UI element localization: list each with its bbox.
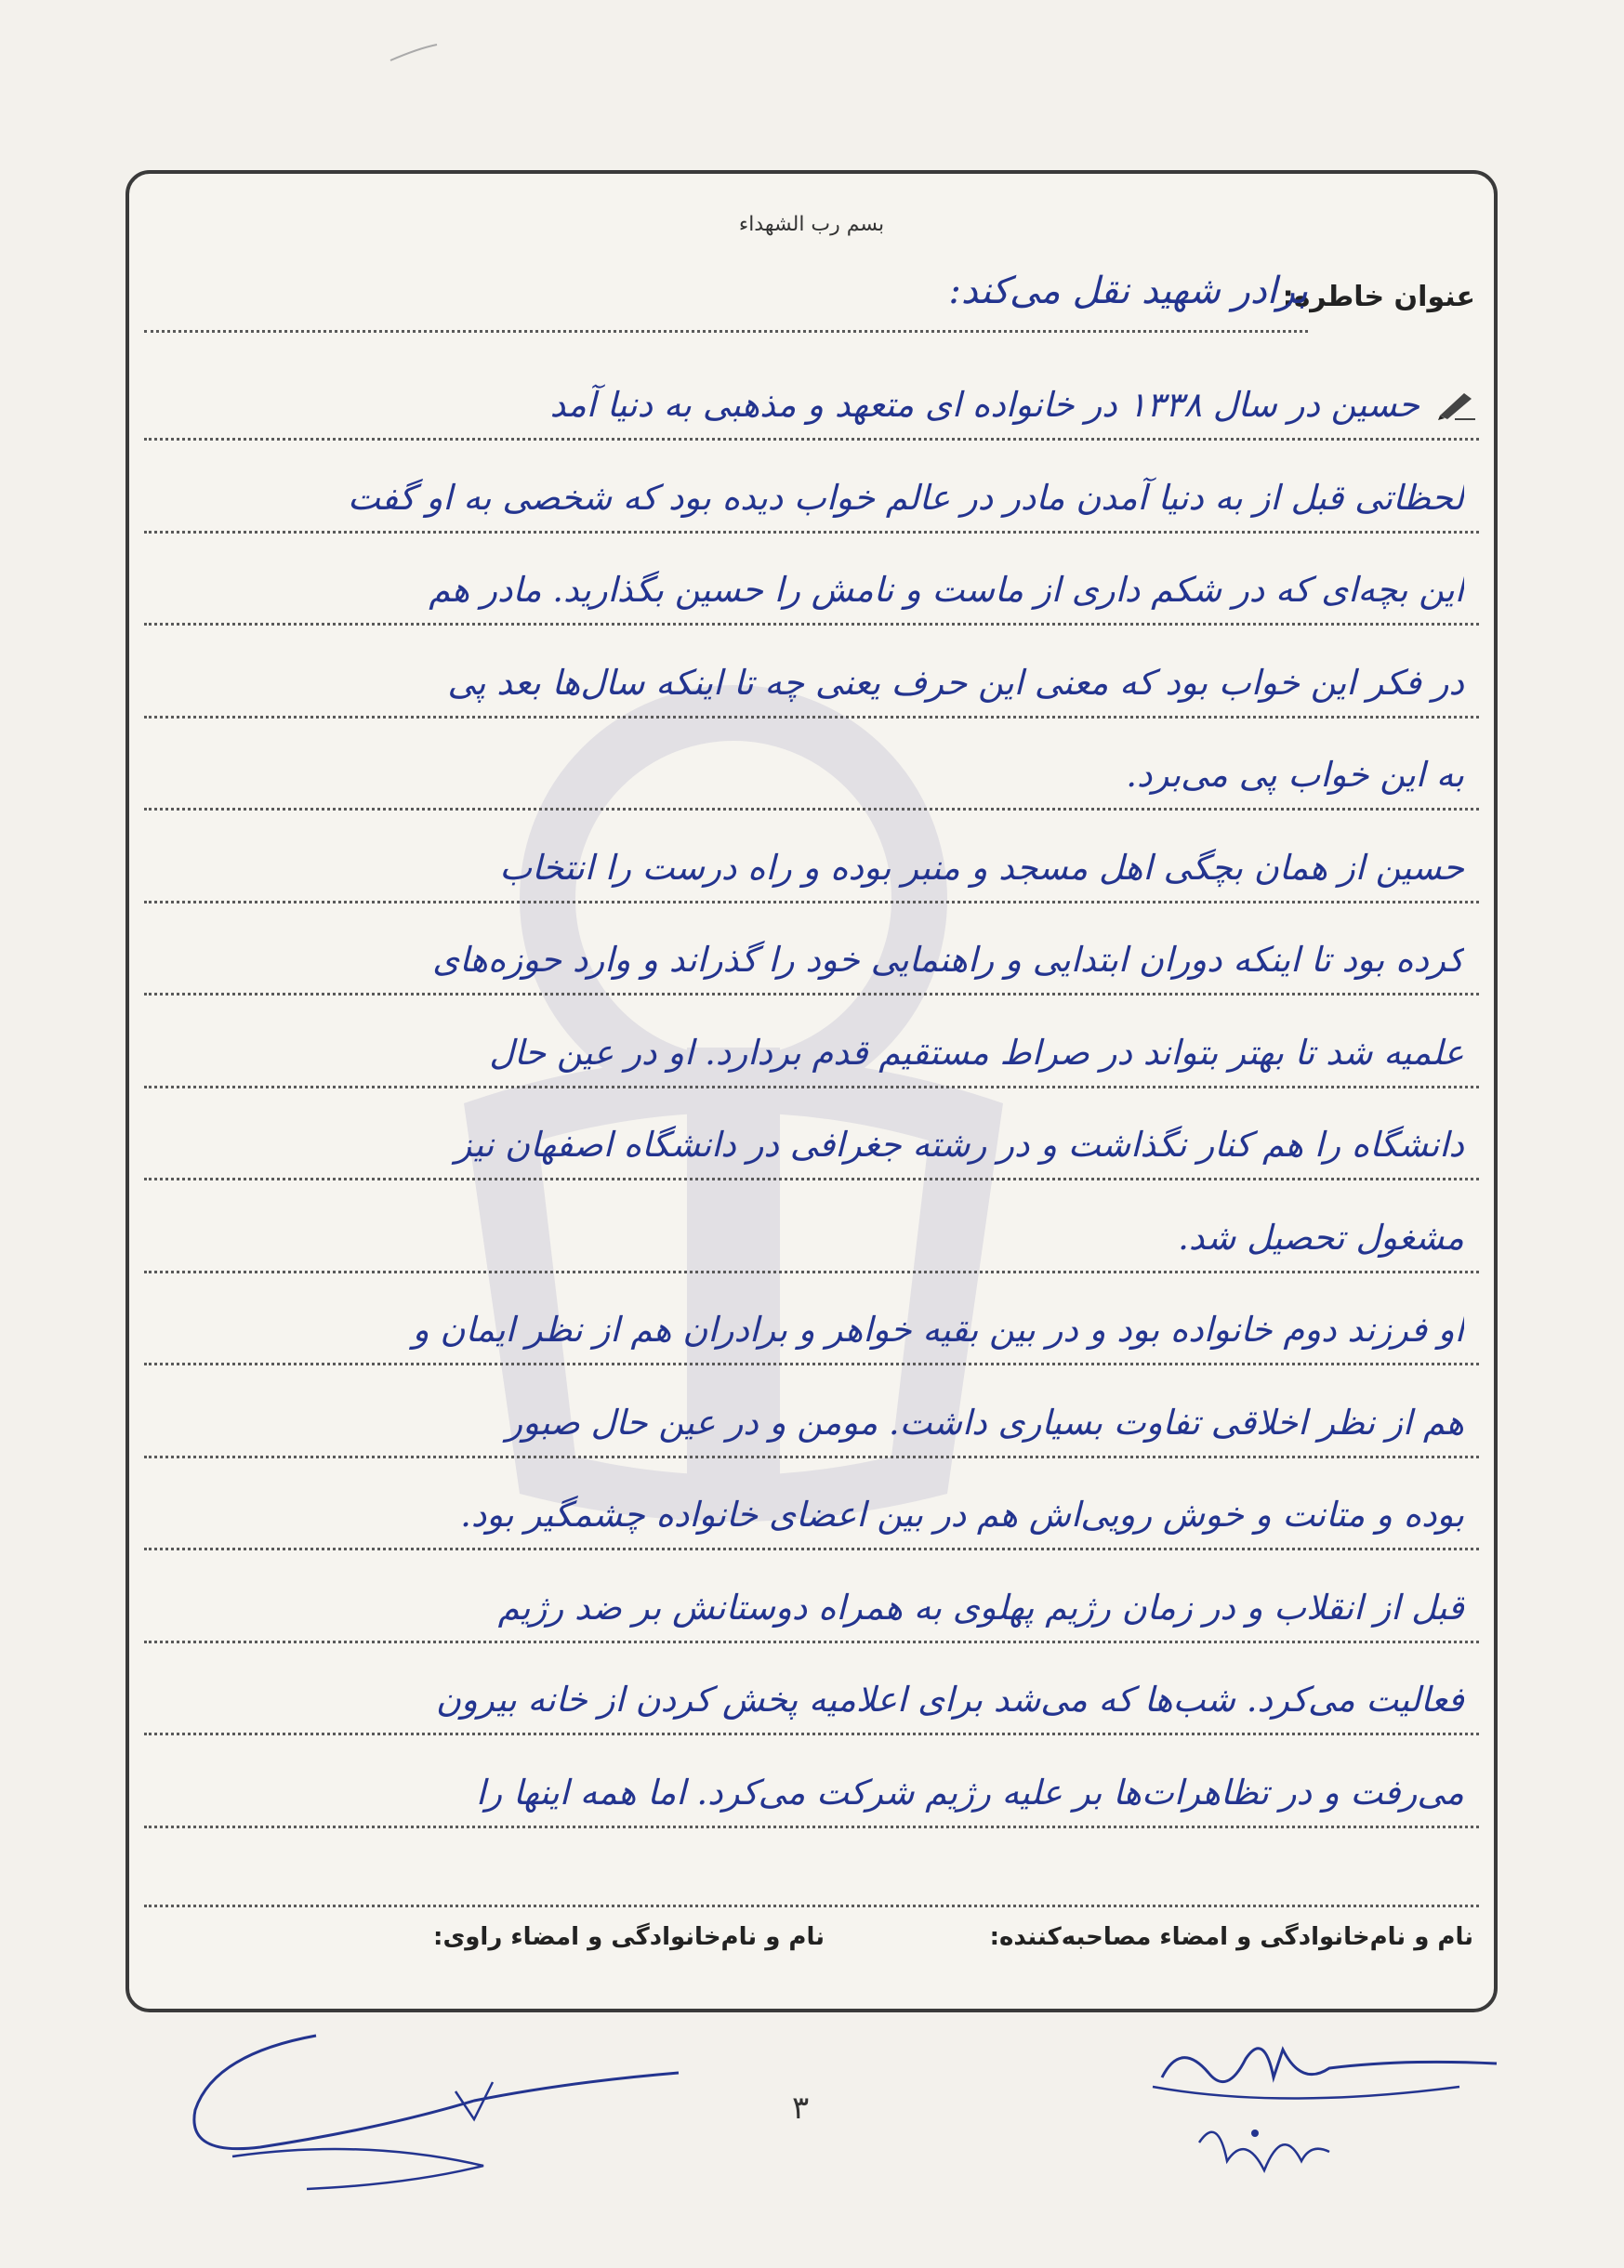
dotted-rule xyxy=(144,993,1479,996)
handwritten-line: او فرزند دوم خانواده بود و در بین بقیه خواهر و برادران هم از نظر ایمان و xyxy=(412,1310,1464,1350)
handwritten-line: علمیه شد تا بهتر بتواند در صراط مستقیم قدم بردارد. او در عین حال xyxy=(489,1032,1464,1073)
pen-icon xyxy=(1436,388,1477,421)
title-row xyxy=(129,262,1494,336)
handwritten-line: مشغول تحصیل شد. xyxy=(1178,1217,1464,1258)
handwritten-line: حسین از همان بچگی اهل مسجد و منبر بوده و راه درست را انتخاب xyxy=(499,847,1464,888)
dotted-rule xyxy=(144,438,1479,441)
handwritten-line: فعالیت می‌کرد. شب‌ها که می‌شد برای اعلامیه پخش کردن از خانه بیرون xyxy=(435,1680,1464,1720)
handwritten-line: کرده بود تا اینکه دوران ابتدایی و راهنمایی خود را گذراند و وارد حوزه‌های xyxy=(432,940,1464,980)
interviewer-signature xyxy=(1143,2022,1515,2208)
dotted-rule xyxy=(144,1456,1479,1458)
handwritten-line: لحظاتی قبل از به دنیا آمدن مادر در عالم خواب دیده بود که شخصی به او گفت xyxy=(348,477,1464,518)
dotted-rule xyxy=(144,716,1479,719)
dotted-rule xyxy=(144,1178,1479,1180)
memoir-form-frame xyxy=(125,170,1498,2012)
handwritten-line: می‌رفت و در تظاهرات‌ها بر علیه رژیم شرکت می‌کرد. اما همه اینها را xyxy=(476,1772,1464,1813)
dotted-rule xyxy=(144,1086,1479,1088)
title-handwritten: برادر شهید نقل می‌کند: xyxy=(948,270,1308,312)
dotted-rule xyxy=(144,1363,1479,1365)
dotted-rule xyxy=(144,901,1479,903)
dotted-rule xyxy=(144,623,1479,626)
handwritten-line: دانشگاه را هم کنار نگذاشت و در رشته جغرافی در دانشگاه اصفهان نیز xyxy=(455,1125,1464,1165)
handwritten-line: هم از نظر اخلاقی تفاوت بسیاری داشت. مومن و در عین حال صبور xyxy=(506,1402,1464,1443)
dotted-rule xyxy=(144,531,1479,534)
dotted-rule xyxy=(144,1271,1479,1273)
narrator-signature-label: نام و نام‌خانوادگی و امضاء راوی: xyxy=(433,1923,825,1951)
dotted-rule xyxy=(144,808,1479,811)
page-number: ۳ xyxy=(792,2090,810,2127)
dotted-rule xyxy=(144,1548,1479,1550)
dotted-rule xyxy=(144,1826,1479,1828)
bismillah-header: بسم رب الشهداء xyxy=(738,213,885,236)
handwritten-line: قبل از انقلاب و در زمان رژیم پهلوی به همراه دوستانش بر ضد رژیم xyxy=(497,1587,1464,1628)
title-label: عنوان خاطره: xyxy=(1282,281,1475,313)
narrator-signature xyxy=(177,2017,697,2194)
handwritten-line: حسین در سال ۱۳۳۸ در خانواده ای متعهد و مذهبی به دنیا آمد xyxy=(549,385,1419,425)
title-dotted-line xyxy=(144,330,1308,333)
handwritten-line: بوده و متانت و خوش رویی‌اش هم در بین اعضای خانواده چشمگیر بود. xyxy=(460,1495,1464,1535)
signature-footer xyxy=(129,1912,1494,1968)
handwritten-line: به این خواب پی می‌برد. xyxy=(1126,755,1464,795)
handwritten-line: در فکر این خواب بود که معنی این حرف یعنی چه تا اینکه سال‌ها بعد پی xyxy=(447,662,1464,703)
interviewer-signature-label: نام و نام‌خانوادگی و امضاء مصاحبه‌کننده: xyxy=(989,1923,1473,1951)
footer-dotted-line xyxy=(144,1905,1479,1907)
dotted-rule xyxy=(144,1641,1479,1643)
handwritten-line: این بچه‌ای که در شکم داری از ماست و نامش را حسین بگذارید. مادر هم xyxy=(429,570,1464,610)
dotted-rule xyxy=(144,1733,1479,1735)
